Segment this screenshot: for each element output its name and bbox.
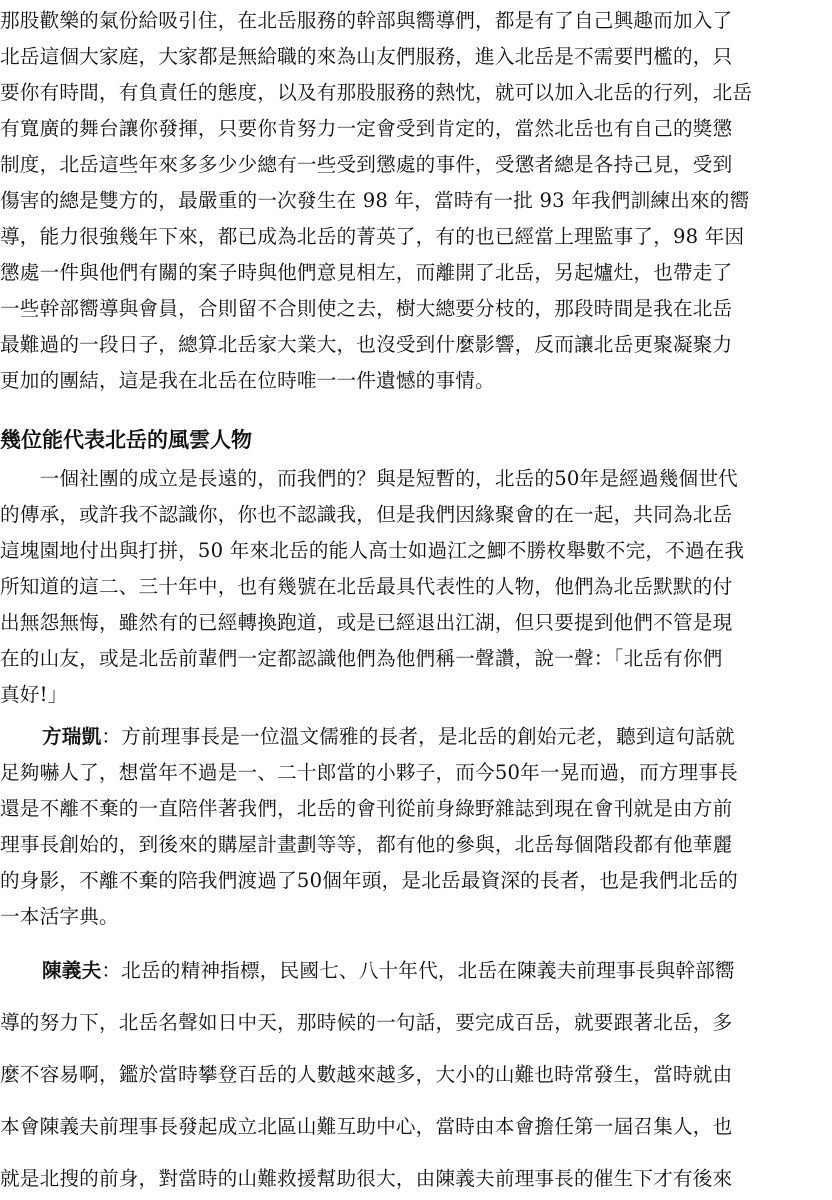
- text-line: 真好!」: [0, 683, 68, 706]
- section-heading: 幾位能代表北岳的風雲人物: [0, 427, 252, 452]
- text-line: 最難過的一段日子，總算北岳家大業大，也沒受到什麼影響，反而讓北岳更聚凝聚力: [0, 333, 733, 356]
- text-line: 出無怨無悔，雖然有的已經轉換跑道，或是已經退出江湖，但只要提到他們不管是現: [0, 611, 733, 634]
- text-line: 有寬廣的舞台讓你發揮，只要你肯努力一定會受到肯定的，當然北岳也有自己的獎懲: [0, 117, 733, 140]
- text-line: 在的山友，或是北岳前輩們一定都認識他們為他們稱一聲讚，說一聲：「北岳有你們: [0, 647, 723, 670]
- text-line: 還是不離不棄的一直陪伴著我們，北岳的會刊從前身綠野雜誌到現在會刊就是由方前: [0, 797, 733, 820]
- text-line: 一些幹部嚮導與會員，合則留不合則使之去，樹大總要分枝的，那段時間是我在北岳: [0, 297, 733, 320]
- text-line: 理事長創始的，到後來的購屋計畫劃等等，都有他的參與，北岳每個階段都有他華麗: [0, 833, 733, 856]
- text-line: 那股歡樂的氣份給吸引住，在北岳服務的幹部與嚮導們，都是有了自己興趣而加入了: [0, 9, 733, 32]
- person-name: 方瑞凱: [42, 725, 102, 748]
- profile-text: ：北岳的精神指標，民國七、八十年代，北岳在陳義夫前理事長與幹部嚮: [101, 959, 735, 982]
- text-line: 所知道的這二、三十年中，也有幾號在北岳最具代表性的人物，他們為北岳默默的付: [0, 575, 733, 598]
- profile-text: ：方前理事長是一位溫文儒雅的長者，是北岳的創始元老，聽到這句話就: [101, 725, 735, 748]
- text-line: 導的努力下，北岳名聲如日中天，那時候的一句話，要完成百岳，就要跟著北岳，多: [0, 1011, 733, 1034]
- profile-first-line: [0, 958, 832, 984]
- text-line: 北岳這個大家庭，大家都是無給職的來為山友們服務，進入北岳是不需要門檻的，只: [0, 45, 733, 68]
- text-line: 一個社團的成立是長遠的，而我們的？與是短暫的，北岳的50年是經過幾個世代: [0, 467, 738, 490]
- text-line: 的傳承，或許我不認識你，你也不認識我，但是我們因緣聚會的在一起，共同為北岳: [0, 503, 733, 526]
- text-line: 導，能力很強幾年下來，都已成為北岳的菁英了，有的也已經當上理監事了，98 年因: [0, 225, 745, 248]
- text-line: 要你有時間，有負責任的態度，以及有那股服務的熱忱，就可以加入北岳的行列，北岳: [0, 81, 753, 104]
- text-line: 本會陳義夫前理事長發起成立北區山難互助中心，當時由本會擔任第一屆召集人，也: [0, 1115, 733, 1138]
- text-line: 一本活字典。: [0, 905, 119, 928]
- text-line: 制度，北岳這些年來多多少少總有一些受到懲處的事件，受懲者總是各持己見，受到: [0, 153, 733, 176]
- text-line: 足夠嚇人了，想當年不過是一、二十郎當的小夥子，而今50年一晃而過，而方理事長: [0, 761, 738, 784]
- text-line: 更加的團結，這是我在北岳在位時唯一一件遺憾的事情。: [0, 369, 495, 392]
- text-line: 懲處一件與他們有關的案子時與他們意見相左，而離開了北岳，另起爐灶，也帶走了: [0, 261, 733, 284]
- person-name: 陳義夫: [42, 959, 102, 982]
- profile-first-line: [0, 724, 832, 750]
- text-line: 這塊園地付出與打拼，50 年來北岳的能人高士如過江之鯽不勝枚舉數不完，不過在我: [0, 539, 745, 562]
- text-line: 的身影，不離不棄的陪我們渡過了50個年頭，是北岳最資深的長者，也是我們北岳的: [0, 869, 738, 892]
- text-line: 麼不容易啊，鑑於當時攀登百岳的人數越來越多，大小的山難也時常發生，當時就由: [0, 1063, 733, 1086]
- text-line: 傷害的總是雙方的，最嚴重的一次發生在 98 年，當時有一批 93 年我們訓練出來的嚮: [0, 189, 750, 212]
- text-line: 就是北搜的前身，對當時的山難救援幫助很大，由陳義夫前理事長的催生下才有後來: [0, 1167, 733, 1190]
